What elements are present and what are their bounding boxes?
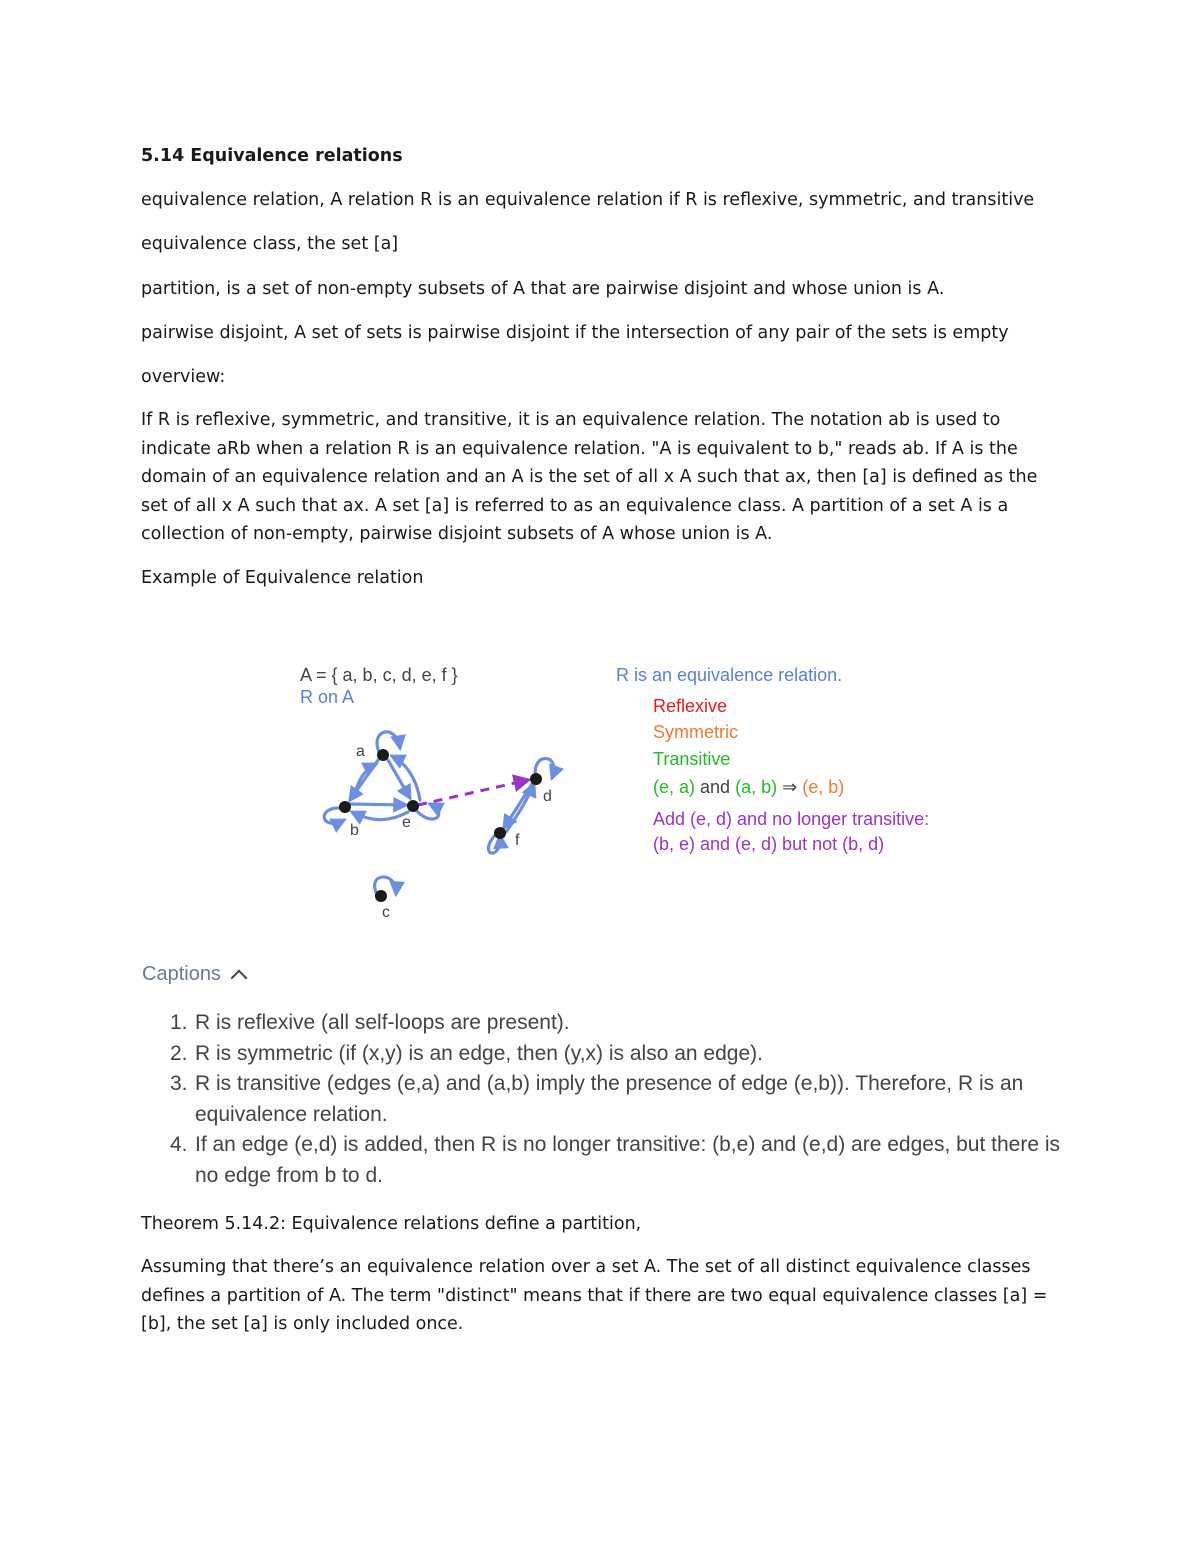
definition-equivalence-class: equivalence class, the set [a] xyxy=(141,234,399,254)
trans-and: and xyxy=(700,777,731,797)
theorem-heading: Theorem 5.14.2: Equivalence relations define a partition, xyxy=(141,1214,642,1234)
node-label-e: e xyxy=(402,814,411,831)
example-label: Example of Equivalence relation xyxy=(141,568,424,588)
caption-number: 4. xyxy=(170,1133,188,1156)
trans-part2: (a, b) xyxy=(735,777,778,797)
caption-number: 1. xyxy=(170,1011,188,1034)
caption-item xyxy=(170,1008,1070,1039)
node-c xyxy=(375,890,387,902)
reflexive-label: Reflexive xyxy=(653,696,728,716)
caption-number: 3. xyxy=(170,1072,188,1095)
caption-text: R is symmetric (if (x,y) is an edge, then (y,x) is also an edge). xyxy=(195,1041,763,1065)
relation-graph xyxy=(280,650,600,940)
caption-item xyxy=(170,1069,1070,1130)
node-label-c: c xyxy=(382,904,390,921)
caption-number: 2. xyxy=(170,1041,188,1065)
overview-paragraph: If R is reflexive, symmetric, and transitive, it is an equivalence relation. The notation ab is used to indicate aRb when a relation R is an equivalence relation. "A is equivalent to b," reads ab. If A is the domain of an equivalence relation and an A is the set of all x A such that ax, then [a] is defined as the set of all x A such that ax. A set [a] is referred to as an equivalence class. A partition of a set A is a collection of non-empty, pairwise disjoint subsets of A whose union is A. xyxy=(141,410,1038,544)
captions-toggle[interactable] xyxy=(142,963,245,986)
captions-list xyxy=(170,1008,1070,1191)
caption-item xyxy=(170,1130,1070,1191)
add-edge-text: Add (e, d) and no longer transitive: xyxy=(653,809,930,829)
definition-partition: partition, is a set of non-empty subsets of A that are pairwise disjoint and whose union is A. xyxy=(141,279,945,299)
node-f xyxy=(494,827,506,839)
caption-item xyxy=(170,1039,1070,1070)
caption-text: R is reflexive (all self-loops are present). xyxy=(195,1011,570,1034)
set-label: A = { a, b, c, d, e, f } xyxy=(300,665,458,685)
node-label-a: a xyxy=(356,743,365,760)
transitive-label: Transitive xyxy=(653,749,731,769)
edge-b-e xyxy=(350,804,406,805)
node-label-b: b xyxy=(350,822,359,839)
section-heading: 5.14 Equivalence relations xyxy=(141,146,403,166)
node-label-f: f xyxy=(515,832,520,849)
trans-part3: (e, b) xyxy=(802,777,845,797)
dashed-edge-e-d xyxy=(418,780,528,805)
overview-label: overview: xyxy=(141,367,226,387)
implies-icon: ⇒ xyxy=(782,777,798,797)
node-label-d: d xyxy=(543,788,552,805)
theorem-paragraph: Assuming that there’s an equivalence relation over a set A. The set of all distinct equivalence classes defines a partition of A. The term "distinct" means that if there are two equal equivalence classes [a] = [b], the set [a] is only included once. xyxy=(141,1257,1048,1334)
chevron-up-icon xyxy=(230,969,247,986)
edge-e-b xyxy=(352,812,408,820)
definition-equivalence-relation: equivalence relation, A relation R is an equivalence relation if R is reflexive, symmetric, and transitive xyxy=(141,190,1035,210)
edge-f-d xyxy=(506,784,534,832)
edge-d-f xyxy=(504,784,532,828)
node-a xyxy=(377,749,389,761)
relation-label: R on A xyxy=(300,687,355,707)
caption-text: R is transitive (edges (e,a) and (a,b) imply the presence of edge (e,b)). Therefore, R is an equivalence relation. xyxy=(195,1072,1024,1126)
symmetric-label: Symmetric xyxy=(653,722,738,742)
transitive-example xyxy=(653,776,844,798)
trans-part1: (e, a) xyxy=(653,777,696,797)
node-b xyxy=(339,801,351,813)
conclusion-text: R is an equivalence relation. xyxy=(616,665,843,685)
captions-title: Captions xyxy=(142,963,221,985)
node-e xyxy=(407,800,419,812)
not-transitive-text: (b, e) and (e, d) but not (b, d) xyxy=(653,834,885,854)
caption-text: If an edge (e,d) is added, then R is no longer transitive: (b,e) and (e,d) are edges, but there is no edge from b to d. xyxy=(195,1133,1060,1187)
node-d xyxy=(530,773,542,785)
equivalence-relation-figure xyxy=(280,650,980,940)
definition-pairwise-disjoint: pairwise disjoint, A set of sets is pairwise disjoint if the intersection of any pair of the sets is empty xyxy=(141,323,1009,343)
